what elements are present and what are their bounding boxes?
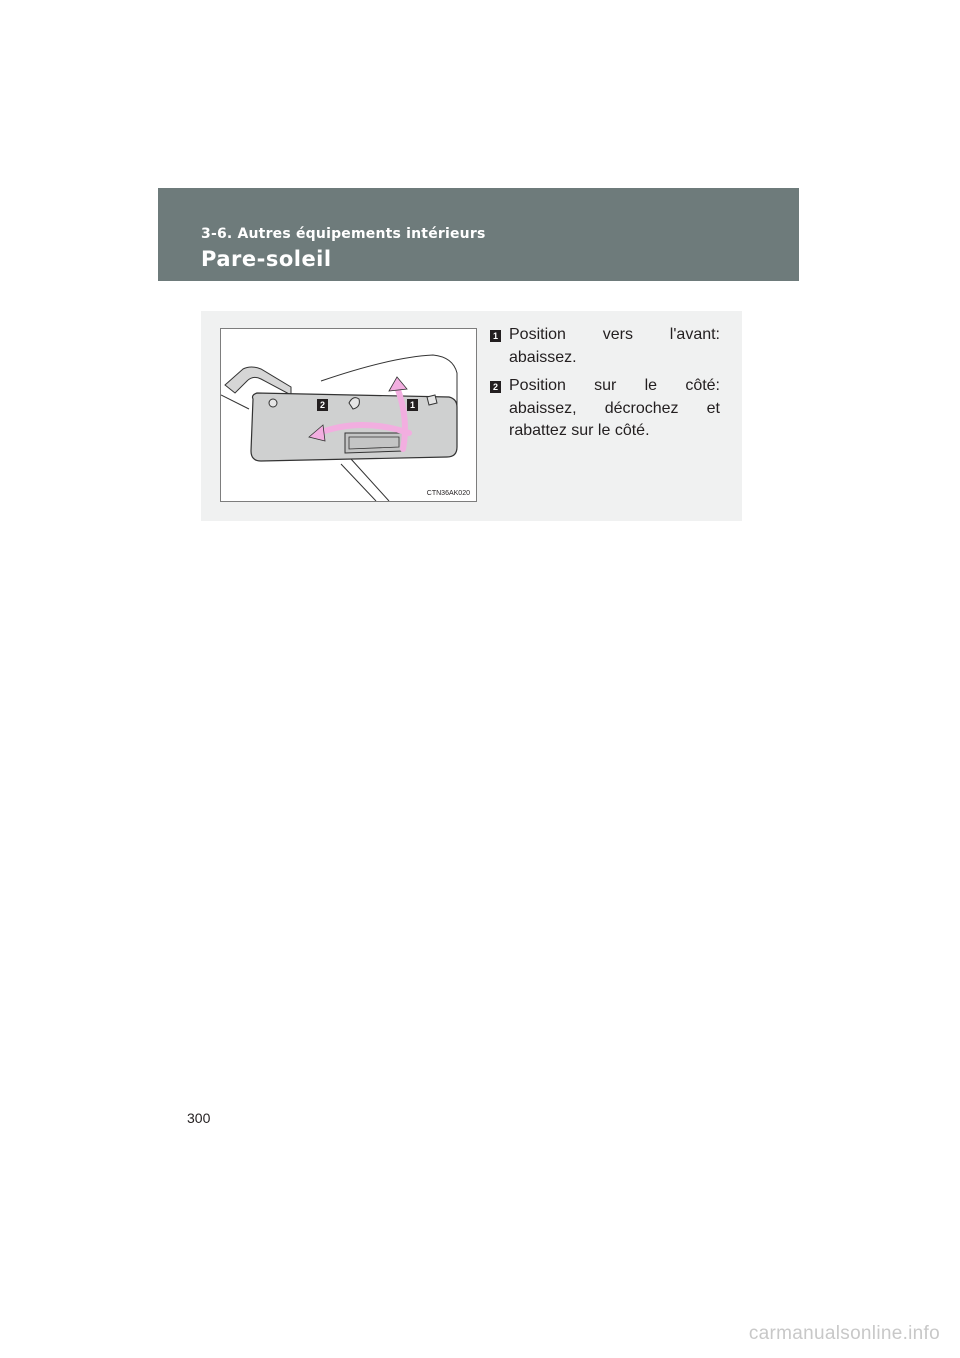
step-text: Position sur le côté: abaissez, décrochez et rabattez sur le côté. <box>509 377 720 439</box>
sun-visor-drawing <box>221 329 476 501</box>
figure-code: CTN36AK020 <box>426 490 470 497</box>
figure-callout-1: 1 <box>409 400 415 410</box>
step-item <box>490 324 720 369</box>
chapter-header <box>158 188 799 281</box>
step-text: Position vers l'avant: abaissez. <box>509 326 720 366</box>
watermark: carmanualsonline.info <box>748 1323 940 1344</box>
step-item <box>490 375 720 443</box>
section-label: 3-6. Autres équipements intérieurs <box>201 226 486 242</box>
content-box <box>201 311 742 521</box>
page-number: 300 <box>187 1110 211 1126</box>
step-number-badge: 1 <box>490 330 501 342</box>
figure-callout-2: 2 <box>319 400 325 410</box>
step-number-badge: 2 <box>490 381 501 393</box>
step-list <box>490 324 720 449</box>
page-title: Pare-soleil <box>201 247 332 271</box>
sun-visor-illustration <box>220 328 477 502</box>
